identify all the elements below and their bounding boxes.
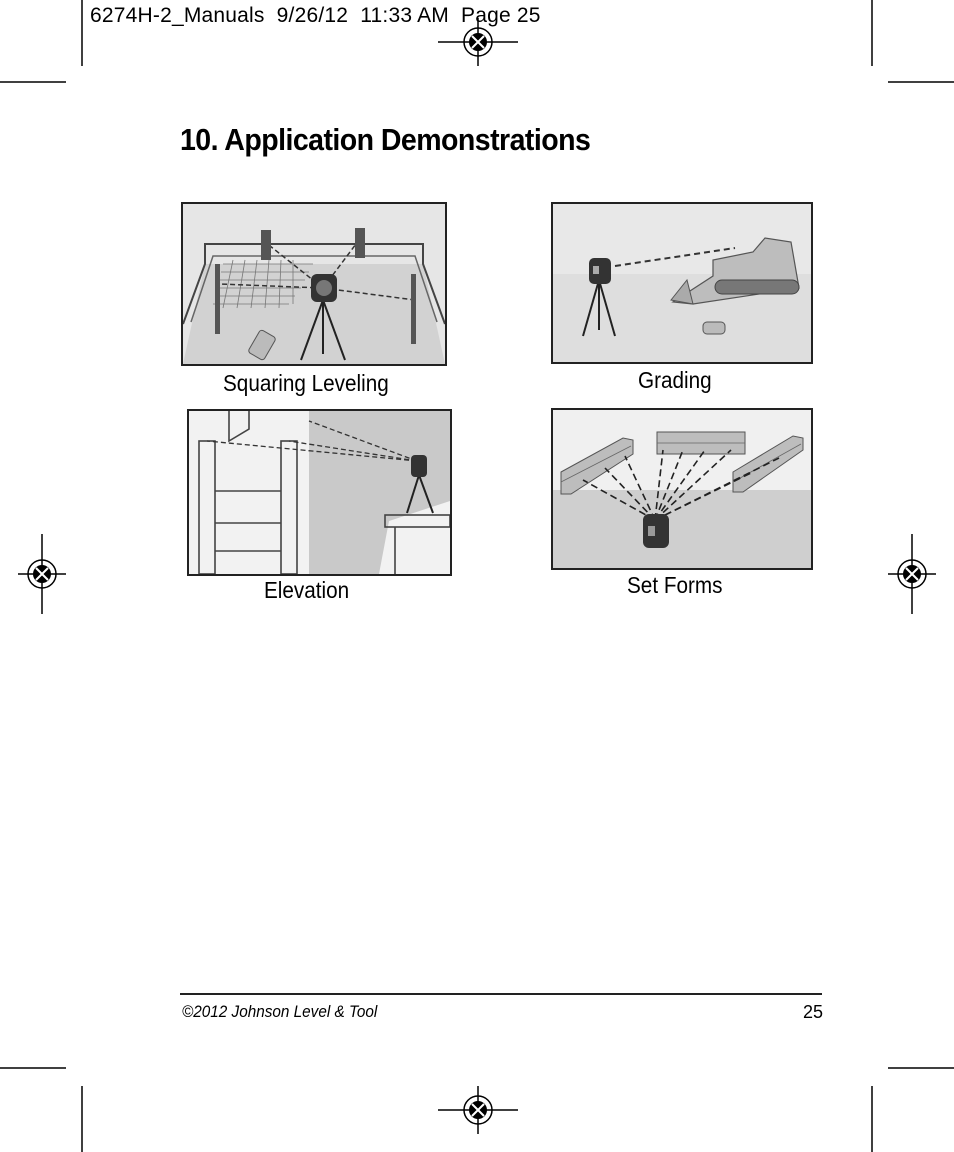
figure-set-forms xyxy=(551,408,813,570)
registration-mark-right xyxy=(888,534,936,614)
footer-rule xyxy=(180,993,822,995)
caption-set-forms: Set Forms xyxy=(627,572,723,598)
caption-elevation: Elevation xyxy=(264,577,350,603)
registration-mark-bottom xyxy=(438,1086,518,1134)
caption-squaring-leveling: Squaring Leveling xyxy=(223,370,389,396)
footer-copyright: ©2012 Johnson Level & Tool xyxy=(182,1002,378,1021)
print-slug: 6274H-2_Manuals 9/26/12 11:33 AM Page 25 xyxy=(90,4,541,27)
caption-grading: Grading xyxy=(638,367,712,393)
page-title: 10. Application Demonstrations xyxy=(180,122,591,157)
page-number: 25 xyxy=(803,1002,824,1022)
figure-elevation xyxy=(187,409,452,576)
registration-mark-left xyxy=(18,534,66,614)
figure-squaring-leveling xyxy=(181,202,447,366)
figure-grading xyxy=(551,202,813,364)
